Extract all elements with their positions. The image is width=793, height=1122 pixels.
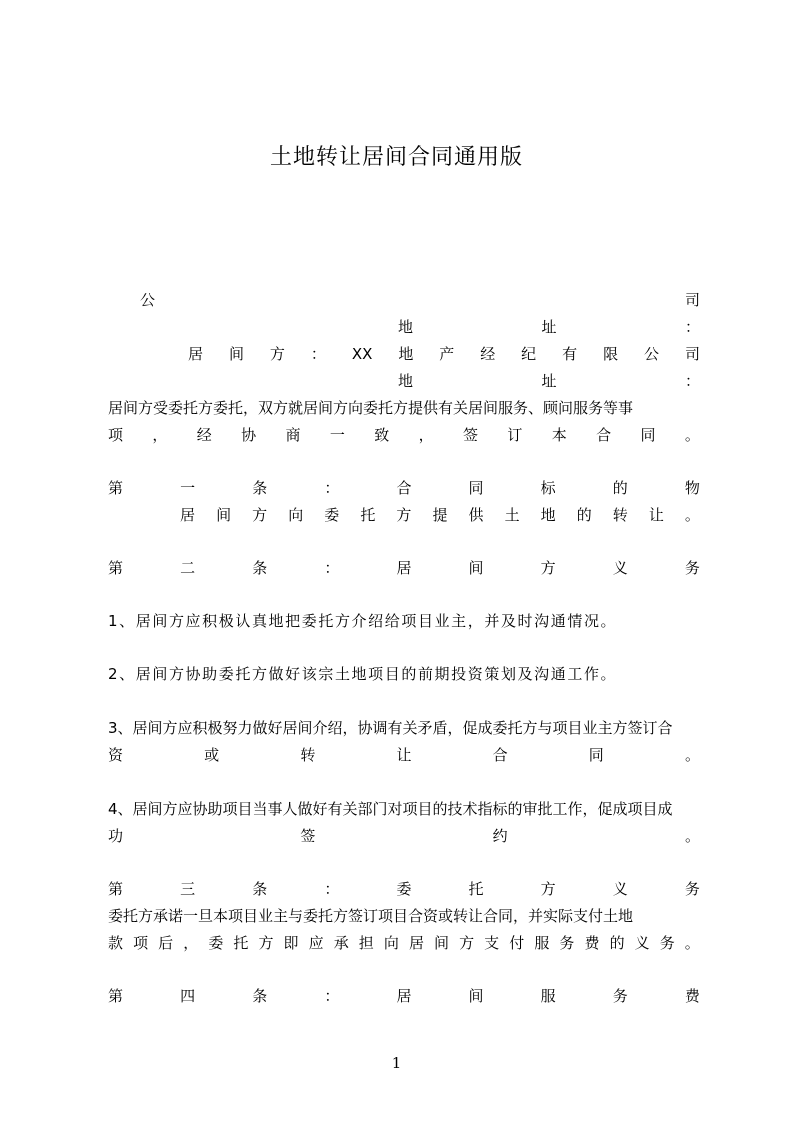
text-char: 方 bbox=[258, 934, 274, 952]
text-char: ： bbox=[684, 372, 700, 390]
text-char: ： bbox=[310, 345, 326, 363]
article-1-body bbox=[108, 503, 700, 527]
article-2-heading bbox=[108, 556, 700, 580]
text-char: 第 bbox=[108, 880, 124, 898]
text-char: 或 bbox=[204, 746, 220, 764]
text-char: 条 bbox=[252, 479, 268, 497]
text-char: 资 bbox=[108, 746, 124, 764]
text-char: 二 bbox=[180, 559, 196, 577]
text-char: ， bbox=[418, 426, 434, 444]
text-char: 一 bbox=[329, 426, 345, 444]
text-char: 托 bbox=[233, 934, 249, 952]
text-char: 务 bbox=[659, 934, 675, 952]
text-char: 同 bbox=[468, 479, 484, 497]
text-char: 方 bbox=[540, 559, 556, 577]
text-char: 有 bbox=[562, 345, 578, 363]
text-char: 商 bbox=[285, 426, 301, 444]
text-char: 务 bbox=[684, 880, 700, 898]
text-char: 签 bbox=[463, 426, 479, 444]
text-char: 限 bbox=[603, 345, 619, 363]
intro-line-2 bbox=[108, 423, 700, 447]
text-char: 同 bbox=[588, 746, 604, 764]
text-char: 务 bbox=[684, 559, 700, 577]
duty-3-line-2 bbox=[108, 743, 700, 767]
duty-4-line-2 bbox=[108, 824, 700, 848]
text-char: 标 bbox=[540, 479, 556, 497]
text-char: 。 bbox=[684, 934, 700, 952]
text-char: 条 bbox=[252, 987, 268, 1005]
text-char: 付 bbox=[509, 934, 525, 952]
text-char: 支 bbox=[484, 934, 500, 952]
text-char: XX bbox=[351, 345, 373, 363]
text-char: 合 bbox=[396, 479, 412, 497]
article-3-heading bbox=[108, 877, 700, 901]
text-char: 同 bbox=[640, 426, 656, 444]
text-char: 义 bbox=[612, 559, 628, 577]
text-char: 。 bbox=[684, 506, 700, 524]
text-char: ： bbox=[324, 559, 340, 577]
text-char: 签 bbox=[300, 827, 316, 845]
text-char: 地 bbox=[398, 318, 414, 336]
text-char: ： bbox=[324, 987, 340, 1005]
text-char: 订 bbox=[507, 426, 523, 444]
text-char: 让 bbox=[648, 506, 664, 524]
text-char: 义 bbox=[612, 880, 628, 898]
text-char: ， bbox=[152, 426, 168, 444]
text-char: 委 bbox=[396, 880, 412, 898]
text-char: 功 bbox=[108, 827, 124, 845]
text-char: 间 bbox=[434, 934, 450, 952]
text-char: 址 bbox=[541, 372, 557, 390]
text-char: 转 bbox=[612, 506, 628, 524]
text-char: 承 bbox=[333, 934, 349, 952]
text-char: 间 bbox=[468, 559, 484, 577]
text-char: 本 bbox=[551, 426, 567, 444]
duty-1: 1、居间方应积极认真地把委托方介绍给项目业主，并及时沟通情况。 bbox=[108, 612, 618, 630]
text-char: 的 bbox=[609, 934, 625, 952]
text-char: 纪 bbox=[521, 345, 537, 363]
text-char: 供 bbox=[468, 506, 484, 524]
text-char: 后 bbox=[158, 934, 174, 952]
text-char: 间 bbox=[216, 506, 232, 524]
text-char: 即 bbox=[283, 934, 299, 952]
text-char: 服 bbox=[534, 934, 550, 952]
article-1-heading bbox=[108, 476, 700, 500]
text-char: 向 bbox=[383, 934, 399, 952]
text-char: 的 bbox=[612, 479, 628, 497]
text-char: 。 bbox=[684, 827, 700, 845]
text-char: 司 bbox=[684, 345, 700, 363]
text-char: ： bbox=[684, 318, 700, 336]
text-char: 服 bbox=[540, 987, 556, 1005]
text-char: 项 bbox=[108, 426, 124, 444]
text-char: 居 bbox=[396, 559, 412, 577]
page-number: 1 bbox=[391, 1054, 402, 1072]
text-char: 应 bbox=[308, 934, 324, 952]
text-char: 约 bbox=[492, 827, 508, 845]
text-char: 义 bbox=[634, 934, 650, 952]
text-char: 间 bbox=[228, 345, 244, 363]
address-line-1 bbox=[108, 315, 700, 339]
text-char: 址 bbox=[541, 318, 557, 336]
text-char: 务 bbox=[559, 934, 575, 952]
text-char: 条 bbox=[252, 880, 268, 898]
text-char: 托 bbox=[360, 506, 376, 524]
text-char: 。 bbox=[684, 746, 700, 764]
text-char: 合 bbox=[492, 746, 508, 764]
text-char: 方 bbox=[269, 345, 285, 363]
text-char: 委 bbox=[208, 934, 224, 952]
text-char: 费 bbox=[584, 934, 600, 952]
text-char: 地 bbox=[398, 345, 414, 363]
duty-2: 2、居间方协助委托方做好该宗土地项目的前期投资策划及沟通工作。 bbox=[108, 665, 618, 683]
article-3-body-1: 委托方承诺一旦本项目业主与委托方签订项目合资或转让合同，并实际支付土地 bbox=[108, 907, 634, 925]
text-char: 。 bbox=[684, 426, 700, 444]
text-char: 方 bbox=[540, 880, 556, 898]
text-char: 土 bbox=[504, 506, 520, 524]
text-char: 合 bbox=[596, 426, 612, 444]
text-char: 转 bbox=[300, 746, 316, 764]
text-char: 物 bbox=[684, 479, 700, 497]
party-a-left: 公 bbox=[140, 291, 156, 309]
duty-3-line-1: 3、居间方应积极努力做好居间介绍，协调有关矛盾，促成委托方与项目业主方签订合 bbox=[108, 719, 673, 737]
duty-4-line-1: 4、居间方应协助项目当事人做好有关部门对项目的技术指标的审批工作，促成项目成 bbox=[108, 800, 673, 818]
text-char: 间 bbox=[468, 987, 484, 1005]
text-char: 协 bbox=[241, 426, 257, 444]
text-char: 委 bbox=[324, 506, 340, 524]
text-char: 地 bbox=[540, 506, 556, 524]
text-char: 居 bbox=[396, 987, 412, 1005]
text-char: 经 bbox=[480, 345, 496, 363]
text-char: 产 bbox=[439, 345, 455, 363]
intermediary-line bbox=[108, 342, 700, 366]
intro-line-1: 居间方受委托方委托，双方就居间方向委托方提供有关居间服务、顾问服务等事 bbox=[108, 399, 634, 417]
document-title: 土地转让居间合同通用版 bbox=[269, 145, 523, 170]
text-char: 第 bbox=[108, 559, 124, 577]
text-char: 担 bbox=[358, 934, 374, 952]
text-char: ： bbox=[324, 479, 340, 497]
address-line-2 bbox=[108, 369, 700, 393]
text-char: ， bbox=[183, 934, 199, 952]
text-char: 条 bbox=[252, 559, 268, 577]
text-char: 居 bbox=[180, 506, 196, 524]
text-char: 费 bbox=[684, 987, 700, 1005]
text-char: 项 bbox=[133, 934, 149, 952]
text-char: 款 bbox=[108, 934, 124, 952]
text-char: 托 bbox=[468, 880, 484, 898]
text-char: 经 bbox=[196, 426, 212, 444]
text-char: ： bbox=[324, 880, 340, 898]
text-char: 务 bbox=[612, 987, 628, 1005]
text-char: 地 bbox=[398, 372, 414, 390]
party-a-line bbox=[108, 288, 700, 312]
text-char: 致 bbox=[374, 426, 390, 444]
text-char: 居 bbox=[408, 934, 424, 952]
text-char: 向 bbox=[288, 506, 304, 524]
article-4-heading bbox=[108, 984, 700, 1008]
text-char: 方 bbox=[396, 506, 412, 524]
text-char: 公 bbox=[644, 345, 660, 363]
text-char: 第 bbox=[108, 479, 124, 497]
text-char: 三 bbox=[180, 880, 196, 898]
article-3-body-2 bbox=[108, 931, 700, 955]
party-a-right: 司 bbox=[684, 291, 700, 309]
text-char: 方 bbox=[459, 934, 475, 952]
text-char: 让 bbox=[396, 746, 412, 764]
text-char: 的 bbox=[576, 506, 592, 524]
text-char: 居 bbox=[188, 345, 204, 363]
text-char: 提 bbox=[432, 506, 448, 524]
text-char: 一 bbox=[180, 479, 196, 497]
text-char: 四 bbox=[180, 987, 196, 1005]
text-char: 第 bbox=[108, 987, 124, 1005]
text-char: 方 bbox=[252, 506, 268, 524]
